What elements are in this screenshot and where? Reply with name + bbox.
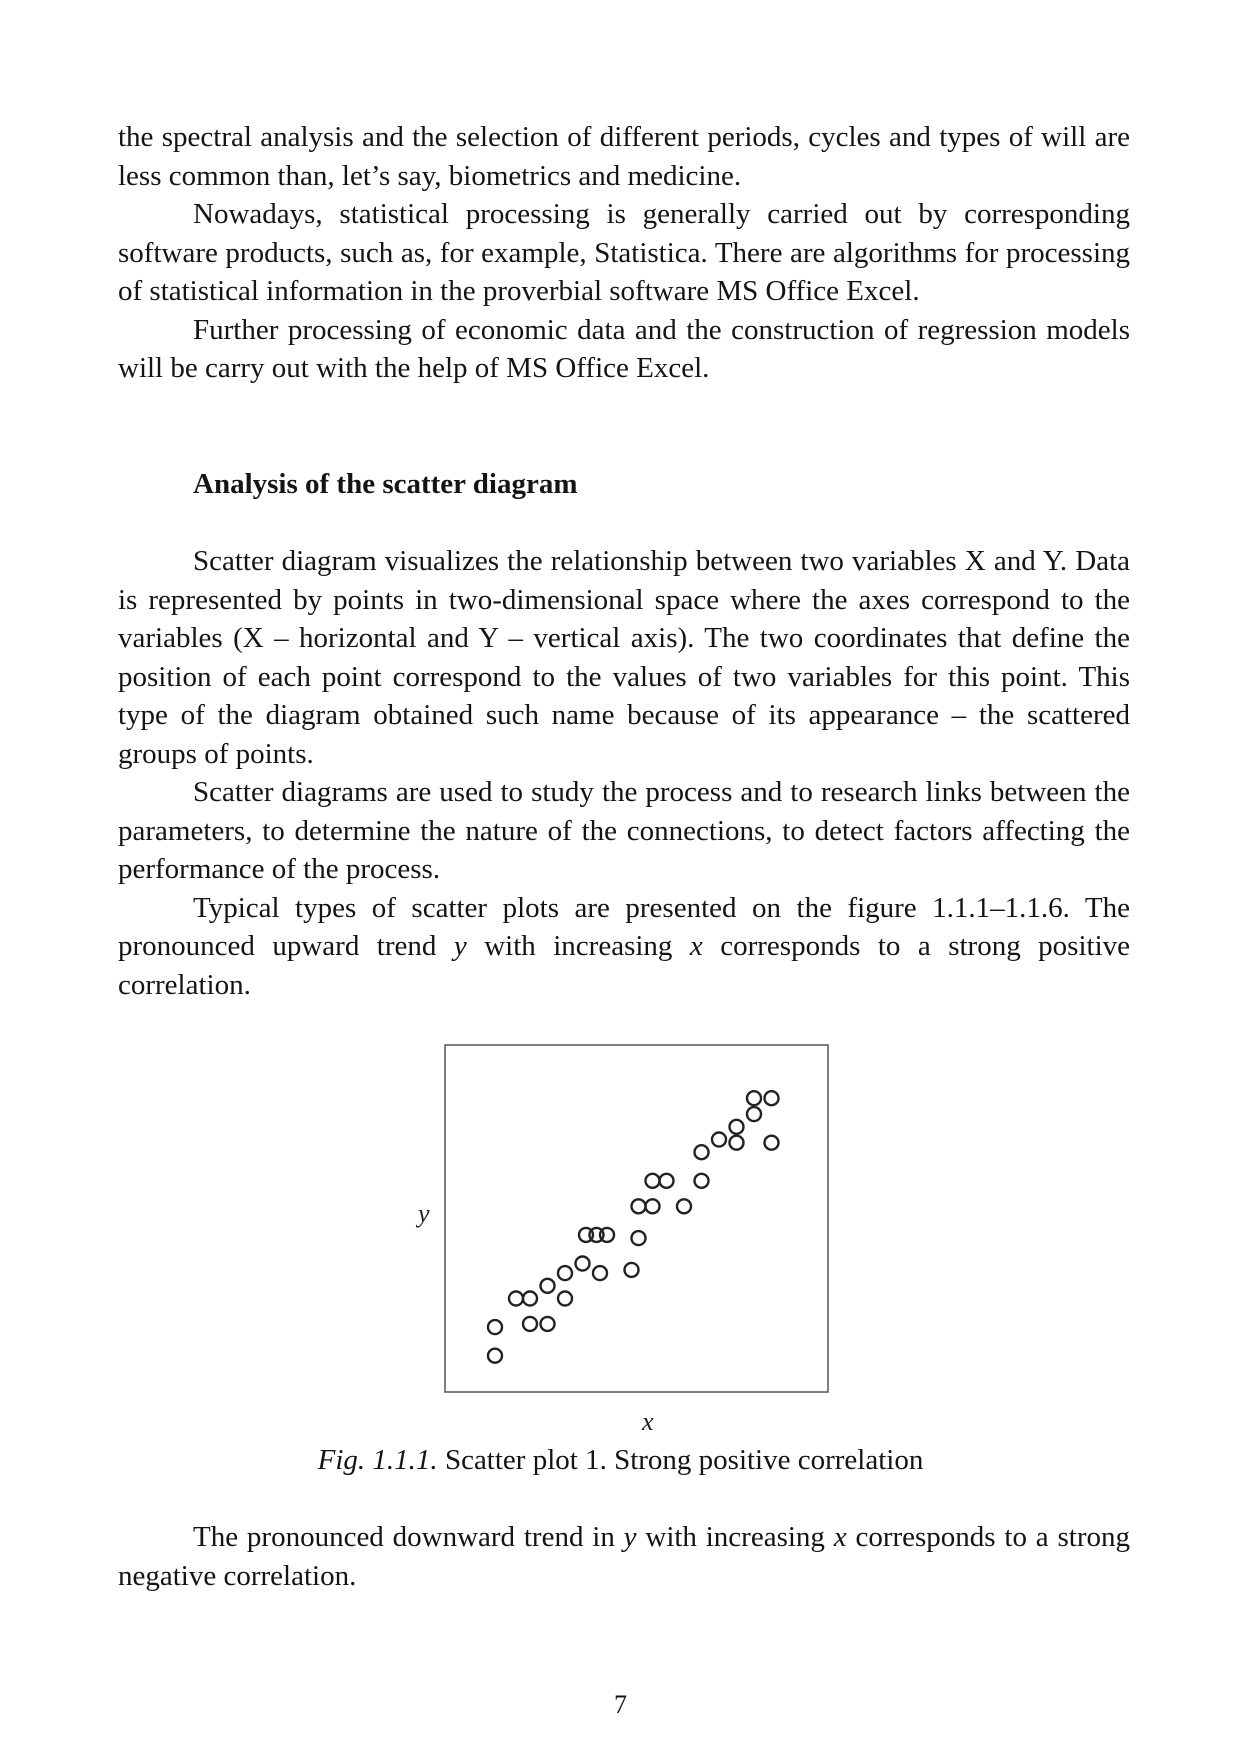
figure-caption — [0, 1441, 1241, 1479]
scatter-point-17 — [646, 1199, 660, 1213]
p7-var-x: x — [833, 1521, 847, 1553]
paragraph-2: Nowadays, statistical processing is generally carried out by corresponding software products, such as, for example, Statistica. There are algorithms for processing of statistical information in the proverbial software MS Office Excel. — [118, 198, 1130, 307]
p7-var-y: y — [623, 1521, 637, 1553]
scatter-point-22 — [695, 1145, 709, 1159]
scatter-point-27 — [747, 1107, 761, 1121]
scatter-point-5 — [541, 1279, 555, 1293]
paragraph-1: the spectral analysis and the selection of different periods, cycles and types of will are less common than, let’s say, biometrics and medicine. — [118, 121, 1130, 192]
scatter-point-2 — [488, 1320, 502, 1334]
scatter-point-26 — [730, 1120, 744, 1134]
y-axis-label: y — [418, 1199, 430, 1228]
x-axis-label: x — [642, 1407, 654, 1436]
scatter-point-18 — [632, 1231, 646, 1245]
paragraph-7 — [118, 1518, 1130, 1595]
text-block-mid — [118, 542, 1130, 1004]
scatter-point-30 — [765, 1136, 779, 1150]
scatter-point-15 — [625, 1263, 639, 1277]
scatter-point-25 — [730, 1136, 744, 1150]
scatter-point-21 — [677, 1199, 691, 1213]
p7-text-3: corresponds to a strong negative correlation. — [118, 1521, 1131, 1592]
scatter-plot — [400, 1040, 860, 1440]
scatter-point-28 — [747, 1091, 761, 1105]
p6-var-y: y — [453, 930, 467, 962]
scatter-point-24 — [712, 1133, 726, 1147]
figure-label: Fig. 1.1.1. — [317, 1444, 438, 1476]
p7-text-1: The pronounced downward trend in — [193, 1521, 624, 1553]
scatter-point-29 — [765, 1091, 779, 1105]
section-heading: Analysis of the scatter diagram — [193, 468, 578, 500]
paragraph-6 — [118, 889, 1130, 1005]
scatter-point-13 — [541, 1317, 555, 1331]
scatter-point-19 — [646, 1174, 660, 1188]
p7-text-2: with increasing — [636, 1521, 834, 1553]
data-points — [488, 1091, 779, 1363]
scatter-point-3 — [509, 1292, 523, 1306]
page-number: 7 — [614, 1690, 627, 1719]
plot-frame — [445, 1045, 828, 1392]
scatter-point-6 — [558, 1266, 572, 1280]
p6-var-x: x — [689, 930, 703, 962]
paragraph-3: Further processing of economic data and the construction of regression models will be carry out with the help of MS Office Excel. — [118, 313, 1130, 384]
scatter-point-12 — [523, 1317, 537, 1331]
scatter-point-11 — [593, 1266, 607, 1280]
paragraph-4: Scatter diagram visualizes the relationship between two variables X and Y. Data is represented by points in two-dimensional space where the axes correspond to the variables (X – horizontal and Y – vertical axis). The two coordinates that define the position of each point correspond to the values of two variables for this point. This type of the diagram obtained such name because of its appearance – the scattered groups of points. — [118, 545, 1130, 770]
scatter-point-1 — [488, 1349, 502, 1363]
scatter-point-7 — [576, 1257, 590, 1271]
text-block-bottom — [118, 1518, 1130, 1595]
p6-text-1: Typical types of scatter plots are presented on the figure 1.1.1–1.1.6. The pronounced upward trend — [118, 891, 1130, 962]
text-block-top — [118, 118, 1130, 388]
scatter-point-20 — [660, 1174, 674, 1188]
p6-text-3: corresponds to a strong positive correlation. — [118, 930, 1130, 1001]
scatter-point-4 — [523, 1292, 537, 1306]
p6-text-2: with increasing — [466, 930, 690, 962]
section-heading-block — [118, 465, 1130, 504]
scatter-point-16 — [632, 1199, 646, 1213]
scatter-point-10 — [600, 1228, 614, 1242]
scatter-point-23 — [695, 1174, 709, 1188]
figure-caption-text: Scatter plot 1. Strong positive correlation — [437, 1444, 924, 1476]
paragraph-5: Scatter diagrams are used to study the process and to research links between the parameters, to determine the nature of the connections, to detect factors affecting the performance of the process. — [118, 776, 1130, 885]
scatter-point-14 — [558, 1292, 572, 1306]
